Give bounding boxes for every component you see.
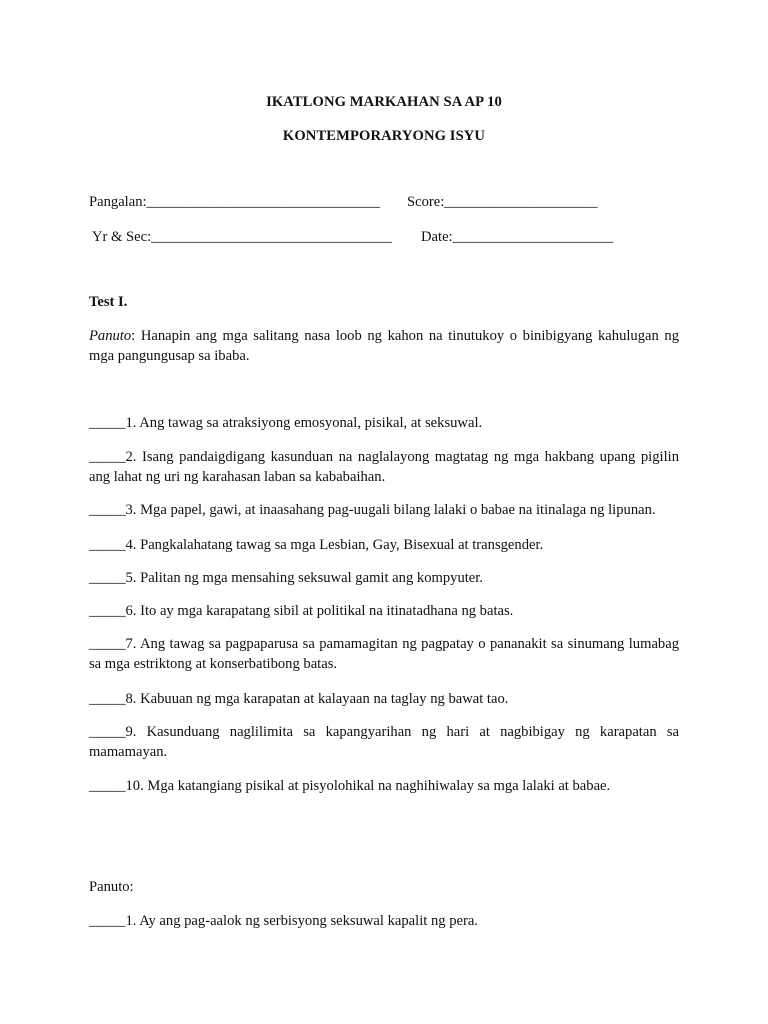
question-item-6: _____6. Ito ay mga karapatang sibil at politikal na itinatadhana ng batas. bbox=[89, 603, 514, 619]
test1-instruction bbox=[89, 326, 679, 366]
name-field: Pangalan:________________________________ bbox=[89, 194, 381, 210]
question-item-3: _____3. Mga papel, gawi, at inaasahang pag-uugali bilang lalaki o babae na itinalaga ng lipunan. bbox=[89, 502, 656, 518]
question-item-8: _____8. Kabuuan ng mga karapatan at kalayaan na taglay ng bawat tao. bbox=[89, 691, 509, 707]
instruction-label: Panuto bbox=[89, 328, 132, 344]
question-item-10: _____10. Mga katangiang pisikal at pisyolohikal na naghihiwalay sa mga lalaki at babae. bbox=[89, 778, 611, 794]
question-item-5: _____5. Palitan ng mga mensahing seksuwal gamit ang kompyuter. bbox=[89, 570, 483, 586]
instruction-text: : Hanapin ang mga salitang nasa loob ng kahon na tinutukoy o binibigyang kahulugan ng mga pangungusap sa ibaba. bbox=[89, 328, 679, 364]
question-item-9: _____9. Kasunduang naglilimita sa kapangyarihan ng hari at nagbibigay ng karapatan sa mamamayan. bbox=[89, 724, 679, 760]
test1-heading: Test I. bbox=[89, 294, 128, 310]
question-item-1: _____1. Ang tawag sa atraksiyong emosyonal, pisikal, at seksuwal. bbox=[89, 415, 483, 431]
score-field: Score:_____________________ bbox=[407, 194, 598, 210]
test2-question-item-1: _____1. Ay ang pag-aalok ng serbisyong seksuwal kapalit ng pera. bbox=[89, 913, 478, 929]
test2-instruction: Panuto: bbox=[89, 879, 134, 895]
document-title: IKATLONG MARKAHAN SA AP 10 bbox=[266, 94, 502, 110]
document-subtitle: KONTEMPORARYONG ISYU bbox=[282, 128, 486, 144]
question-item-4: _____4. Pangkalahatang tawag sa mga Lesbian, Gay, Bisexual at transgender. bbox=[89, 537, 544, 553]
question-item-2: _____2. Isang pandaigdigang kasunduan na naglalayong magtatag ng mga hakbang upang pigilin ang lahat ng uri ng karahasan laban sa kababaihan. bbox=[89, 449, 679, 485]
question-item-7: _____7. Ang tawag sa pagpaparusa sa pamamagitan ng pagpatay o pananakit sa sinumang lumabag sa mga estriktong at konserbatibong batas. bbox=[89, 636, 679, 672]
yr-sec-field: Yr & Sec:_________________________________ bbox=[92, 229, 392, 245]
date-field: Date:______________________ bbox=[421, 229, 614, 245]
